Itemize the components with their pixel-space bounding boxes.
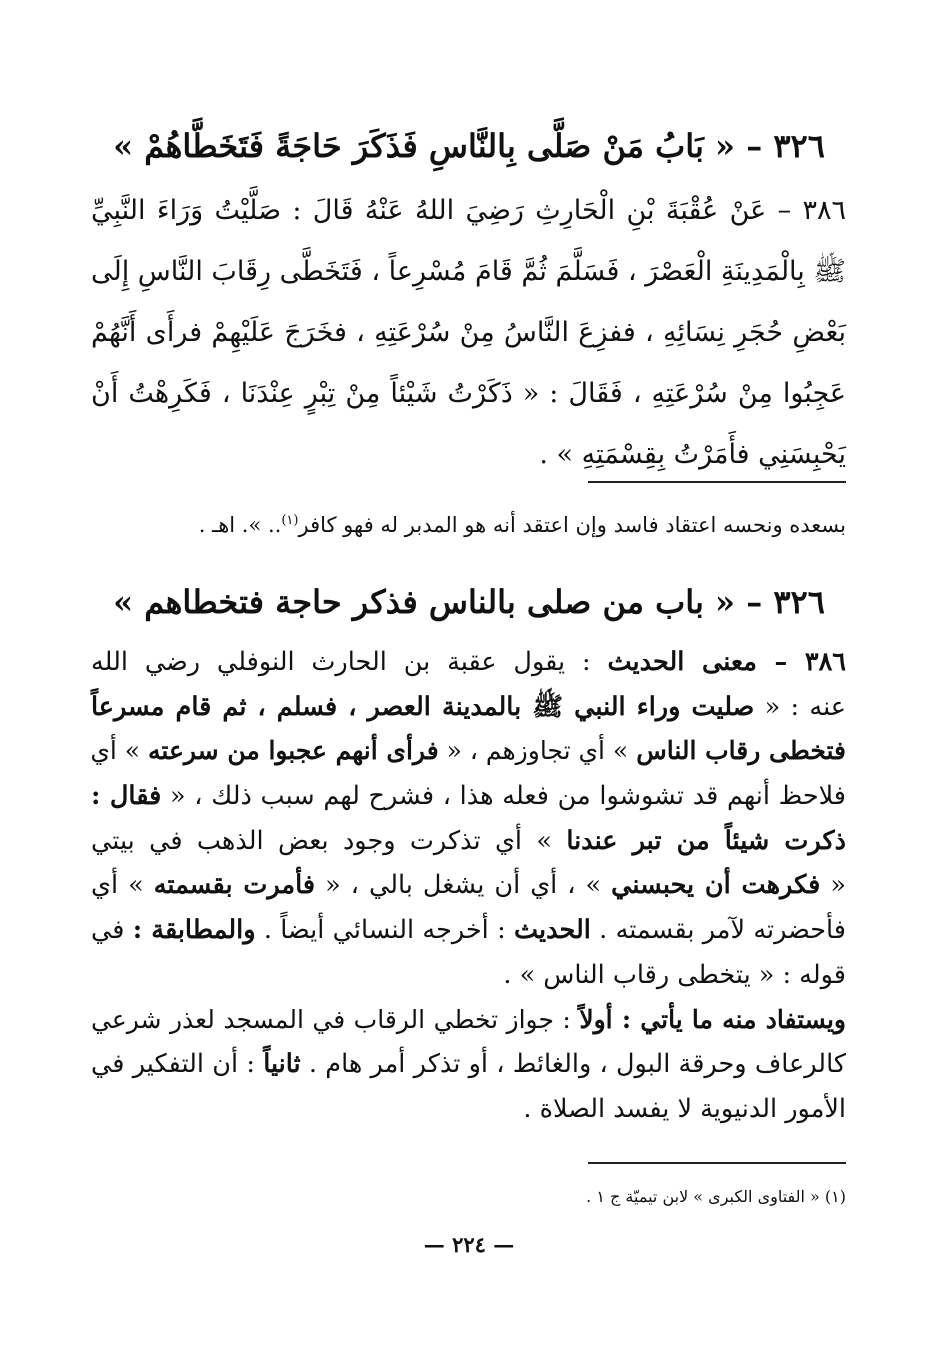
commentary-run: كالرعاف وحرقة البول ، والغائط ، أو تذكر أمر هام . <box>300 1049 846 1080</box>
commentary-bold-run: فرأى أنهم عجبوا من سرعته <box>148 736 439 766</box>
hadith-line: ﷺ بِالْمَدِينَةِ الْعَصْرَ ، فَسَلَّمَ ثُمَّ قَامَ مُسْرِعاً ، فَتَخَطَّى رِقَابَ النَّاسِ إِلَى <box>90 256 846 287</box>
commentary-bold-run: فأمرت بقسمته <box>153 870 316 901</box>
commentary-bold-run: صليت وراء النبي ﷺ بالمدينة العصر ، فسلم ، ثم قام مسرعاً <box>91 691 755 722</box>
commentary-line <box>91 998 846 1043</box>
section-title: ٣٢٦ – « بَابُ مَنْ صَلَّى بِالنَّاسِ فَذَكَرَ حَاجَةً فَتَخَطَّاهُمْ » <box>113 127 825 165</box>
commentary-line <box>91 953 846 998</box>
commentary-run: قوله : « يتخطى رقاب الناس » . <box>503 959 846 990</box>
commentary-run: : أخرجه النسائي أيضاً . <box>255 915 514 946</box>
commentary-run: » أي <box>90 736 149 766</box>
commentary-run: فلاحظ أنهم قد تشوشوا من فعله هذا ، فشرح لهم سبب ذلك ، « <box>161 781 846 812</box>
commentary-line <box>91 819 846 864</box>
commentary-run: : أن التفكير في <box>91 1049 264 1080</box>
commentary-bold-run: ذكرت شيئاً من تبر عندنا <box>566 825 846 856</box>
commentary-bold-run: الحديث <box>513 915 591 946</box>
commentary-run: » ، أي أن يشغل بالي ، « <box>315 870 612 901</box>
commentary-run: الأمور الدنيوية لا يفسد الصلاة . <box>523 1093 846 1124</box>
commentary-run: فأحضرته لآمر بقسمته . <box>590 915 846 946</box>
commentary-line <box>91 863 846 908</box>
carryover-footnote-tail: .. ». اهـ . <box>198 513 282 537</box>
commentary-bold-run: ثانياً <box>263 1049 301 1080</box>
hadith-line: عَجِبُوا مِنْ سُرْعَتِهِ ، فَقَالَ : « ذَكَرْتُ شَيْئاً مِنْ تِبْرٍ عِنْدَنَا ، فَكَرِهْتُ أَنْ <box>91 378 846 409</box>
commentary-run: « <box>820 870 846 901</box>
hadith-line: يَحْبِسَنِي فأَمَرْتُ بِقِسْمَتِهِ » . <box>539 439 846 470</box>
commentary-bold-run: فقال : <box>91 781 162 812</box>
commentary-bold-run: والمطابقة : <box>132 915 256 946</box>
commentary-line <box>91 774 846 819</box>
footnote-separator <box>588 1162 846 1164</box>
commentary-line <box>91 1042 846 1087</box>
commentary-line <box>91 908 846 953</box>
commentary-run: » أي تذكرت وجود بعض الذهب في بيتي <box>91 825 567 856</box>
commentary-run: » أي تجاوزهم ، « <box>438 736 637 766</box>
commentary-bold-run: فكرهت أن يحبسني <box>611 870 821 901</box>
page-number: — ٢٢٤ — <box>423 1232 515 1257</box>
commentary-bold-run: ويستفاد منه ما يأتي : أولاً <box>579 1004 847 1034</box>
footnote-reference: (١) <box>281 513 299 528</box>
hadith-line: ٣٨٦ – عَنْ عُقْبَةَ بْنِ الْحَارِثِ رَضِيَ اللهُ عَنْهُ قَالَ : صَلَّيْتُ وَرَاءَ النَّبِيِّ <box>91 195 846 226</box>
hadith-text <box>91 180 846 485</box>
commentary-bold-run: ٣٨٦ – معنى الحديث <box>607 647 846 677</box>
commentary-run: في <box>91 915 133 946</box>
commentary-line <box>91 729 846 774</box>
carryover-footnote <box>91 506 846 540</box>
commentary-bold-run: فتخطى رقاب الناس <box>636 736 846 766</box>
commentary-run: » أي <box>91 870 154 901</box>
commentary-title: ٣٢٦ – « باب من صلى بالناس فذكر حاجة فتخطاهم » <box>113 583 825 621</box>
carryover-footnote-text: بسعده ونحسه اعتقاد فاسد وإن اعتقد أنه هو المدبر له فهو كافر <box>298 513 846 537</box>
hadith-line: بَعْضِ حُجَرِ نِسَائِهِ ، ففزِعَ النَّاسُ مِنْ سُرْعَتِهِ ، فخَرَجَ عَلَيْهِمْ فرأَى أَنَّهُمْ <box>91 317 846 348</box>
footnote: (١) « الفتاوى الكبرى » لابن تيميّة ج ١ . <box>586 1187 846 1206</box>
commentary-run: : جواز تخطي الرقاب في المسجد لعذر شرعي <box>91 1004 580 1034</box>
commentary-run: : يقول عقبة بن الحارث النوفلي رضي الله <box>91 647 608 677</box>
commentary-line <box>91 640 846 685</box>
commentary-line <box>91 1087 846 1132</box>
commentary-run: عنه : « <box>754 691 846 722</box>
commentary-text <box>91 640 846 1132</box>
commentary-line <box>91 685 846 730</box>
footnote-separator <box>588 481 846 483</box>
